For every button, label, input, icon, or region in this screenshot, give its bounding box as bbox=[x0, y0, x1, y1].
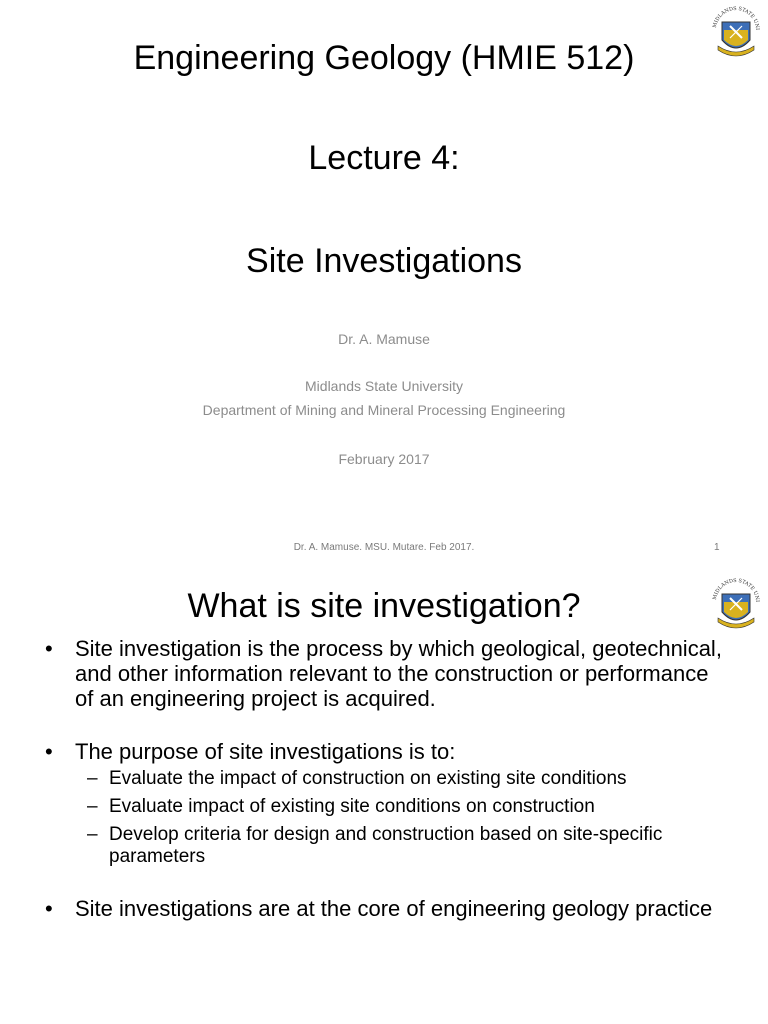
lecture-topic: Site Investigations bbox=[246, 242, 522, 280]
department-name: Department of Mining and Mineral Processing Engineering bbox=[202, 402, 566, 418]
bullet-item bbox=[45, 636, 725, 711]
sub-bullet-item: – Develop criteria for design and construction based on site-specific parameters bbox=[75, 824, 725, 868]
slide-title: What is site investigation? bbox=[187, 587, 581, 625]
sub-bullet-item: – Evaluate the impact of construction on existing site conditions bbox=[75, 768, 725, 790]
bullet-text: The purpose of site investigations is to: bbox=[75, 739, 456, 764]
bullet-item bbox=[45, 739, 725, 868]
bullet-list bbox=[45, 636, 725, 921]
university-name: Midlands State University bbox=[305, 378, 463, 394]
sub-bullet-list bbox=[75, 768, 725, 868]
bullet-text: Site investigations are at the core of engineering geology practice bbox=[75, 896, 713, 921]
presentation-date: February 2017 bbox=[338, 451, 430, 467]
sub-bullet-item: – Evaluate impact of existing site conditions on construction bbox=[75, 796, 725, 818]
crest-ring-text: MIDLANDS STATE UNI bbox=[712, 577, 761, 603]
lecture-number: Lecture 4: bbox=[308, 139, 460, 177]
content-slide bbox=[0, 562, 768, 1024]
author-name: Dr. A. Mamuse bbox=[338, 331, 430, 347]
page-number: 1 bbox=[714, 542, 720, 553]
course-title: Engineering Geology (HMIE 512) bbox=[133, 39, 635, 77]
slide-footer: Dr. A. Mamuse. MSU. Mutare. Feb 2017. bbox=[293, 542, 475, 553]
crest-ring-text: MIDLANDS STATE UNI bbox=[712, 5, 761, 31]
bullet-text: Site investigation is the process by which geological, geotechnical, and other information relevant to the construction or performance of an engineering project is acquired. bbox=[75, 636, 722, 711]
bullet-item bbox=[45, 896, 725, 921]
